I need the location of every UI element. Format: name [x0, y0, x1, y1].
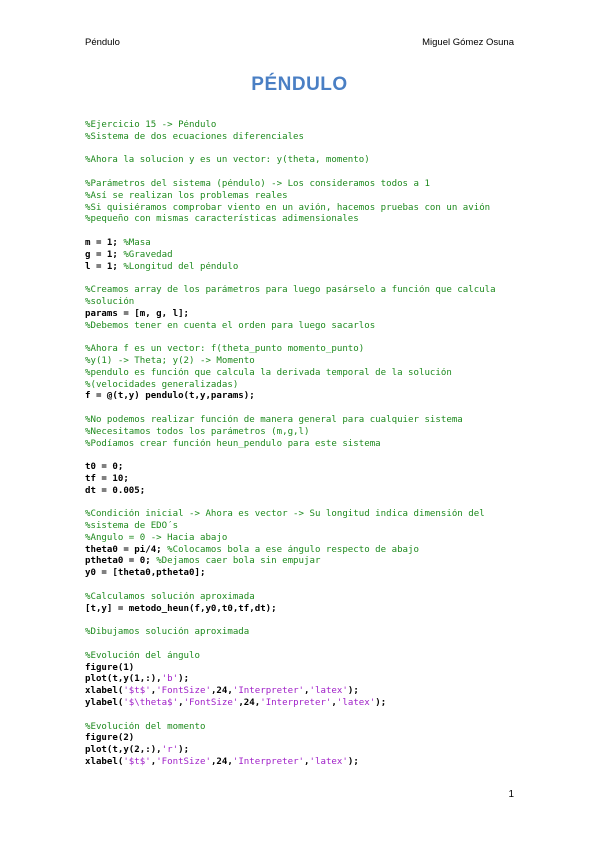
- code-statement: ylabel(: [85, 698, 124, 709]
- code-blank-line: [85, 144, 525, 156]
- code-statement: l = 1;: [85, 261, 124, 272]
- code-comment: %Ahora la solucion y es un vector: y(theta, momento): [85, 155, 370, 166]
- code-blank-line: [85, 639, 525, 651]
- code-line: [85, 203, 525, 215]
- code-line: [85, 439, 525, 451]
- code-line: [85, 745, 525, 757]
- code-line: [85, 698, 525, 710]
- code-line: [85, 321, 525, 333]
- code-statement: g = 1;: [85, 249, 124, 260]
- code-line: [85, 391, 525, 403]
- code-line: [85, 663, 525, 675]
- code-comment: %Evolución del momento: [85, 721, 206, 732]
- code-line: [85, 309, 525, 321]
- code-line: [85, 191, 525, 203]
- code-statement: theta0 = pi/4;: [85, 544, 168, 555]
- code-line: [85, 474, 525, 486]
- code-line: [85, 757, 525, 769]
- code-statement: ,: [150, 686, 157, 697]
- code-statement: plot(t,y(2,:),: [85, 745, 162, 756]
- code-statement: figure(1): [85, 662, 135, 673]
- code-line: [85, 533, 525, 545]
- code-blank-line: [85, 332, 525, 344]
- code-blank-line: [85, 498, 525, 510]
- code-line: [85, 179, 525, 191]
- code-statement: t0 = 0;: [85, 462, 124, 473]
- code-blank-line: [85, 450, 525, 462]
- code-string: '$\theta$': [123, 698, 179, 709]
- code-line: [85, 722, 525, 734]
- code-line: [85, 214, 525, 226]
- code-statement: xlabel(: [85, 757, 124, 768]
- code-comment: %Debemos tener en cuenta el orden para luego sacarlos: [85, 320, 376, 331]
- code-comment: %(velocidades generalizadas): [85, 379, 239, 390]
- header-left: Péndulo: [85, 37, 120, 48]
- code-string: 'Interpreter': [232, 686, 305, 697]
- code-comment: %y(1) -> Theta; y(2) -> Momento: [85, 355, 255, 366]
- code-statement: [t,y] = metodo_heun(f,y0,t0,tf,dt);: [85, 603, 277, 614]
- code-comment: %Parámetros del sistema (péndulo) -> Los consideramos todos a 1: [85, 178, 430, 189]
- code-statement: figure(2): [85, 733, 135, 744]
- code-comment: %Colocamos bola a ese ángulo respecto de abajo: [167, 544, 419, 555]
- code-line: [85, 356, 525, 368]
- code-line: [85, 686, 525, 698]
- code-statement: ptheta0 = 0;: [85, 556, 157, 567]
- code-string: '$t$': [123, 686, 151, 697]
- code-comment: %Ángulo = 0 -> Hacia abajo: [85, 532, 228, 543]
- page-number: 1: [508, 789, 514, 800]
- code-comment: %Podíamos crear función heun_pendulo para este sistema: [85, 438, 381, 449]
- page-title: PÉNDULO: [251, 74, 348, 95]
- code-string: 'Interpreter': [232, 757, 305, 768]
- code-blank-line: [85, 710, 525, 722]
- code-comment: %Longitud del péndulo: [123, 261, 239, 272]
- code-statement: params = [m, g, l];: [85, 308, 190, 319]
- code-line: [85, 509, 525, 521]
- code-line: [85, 250, 525, 262]
- code-statement: f = @(t,y) pendulo(t,y,params);: [85, 391, 255, 402]
- code-statement: plot(t,y(1,:),: [85, 674, 162, 685]
- code-statement: xlabel(: [85, 686, 124, 697]
- code-statement: ,24,: [210, 757, 233, 768]
- code-string: 'FontSize': [183, 698, 239, 709]
- code-string: 'latex': [309, 686, 348, 697]
- code-comment: %Ejercicio 15 -> Péndulo: [85, 120, 217, 130]
- code-line: [85, 427, 525, 439]
- code-line: [85, 462, 525, 474]
- code-string: 'latex': [309, 757, 348, 768]
- code-comment: %pendulo es función que calcula la derivada temporal de la solución: [85, 367, 452, 378]
- code-line: [85, 521, 525, 533]
- code-comment: %No podemos realizar función de manera general para cualquier sistema: [85, 414, 463, 425]
- code-comment: %sistema de EDO´s: [85, 521, 179, 532]
- code-blank-line: [85, 226, 525, 238]
- code-statement: );: [347, 757, 359, 768]
- code-line: [85, 285, 525, 297]
- code-comment: %Sistema de dos ecuaciones diferenciales: [85, 131, 304, 142]
- code-statement: );: [347, 686, 359, 697]
- code-line: [85, 568, 525, 580]
- code-string: 'FontSize': [156, 757, 211, 768]
- code-string: 'b': [161, 674, 179, 685]
- code-comment: %Evolución del ángulo: [85, 650, 200, 661]
- code-line: [85, 556, 525, 568]
- code-line: [85, 545, 525, 557]
- code-statement: ,: [178, 698, 184, 709]
- code-comment: %Condición inicial -> Ahora es vector -> Su longitud indica dimensión del: [85, 509, 485, 520]
- code-statement: dt = 0.005;: [85, 485, 146, 496]
- code-line: [85, 627, 525, 639]
- code-statement: );: [178, 745, 190, 756]
- code-blank-line: [85, 273, 525, 285]
- code-string: 'FontSize': [156, 686, 211, 697]
- code-statement: m = 1;: [85, 237, 124, 248]
- code-line: [85, 651, 525, 663]
- code-string: 'Interpreter': [260, 698, 332, 709]
- code-blank-line: [85, 580, 525, 592]
- code-line: [85, 120, 525, 132]
- code-statement: );: [375, 698, 387, 709]
- code-line: [85, 368, 525, 380]
- code-blank-line: [85, 167, 525, 179]
- code-line: [85, 415, 525, 427]
- code-comment: %Dejamos caer bola sin empujar: [156, 556, 321, 567]
- code-line: [85, 262, 525, 274]
- code-line: [85, 297, 525, 309]
- code-comment: %Necesitamos todos los parámetros (m,g,l): [85, 426, 310, 437]
- code-comment: %Calculamos solución aproximada: [85, 591, 255, 602]
- code-statement: ,: [304, 757, 310, 768]
- code-line: [85, 486, 525, 498]
- code-statement: ,24,: [238, 698, 261, 709]
- code-comment: %Gravedad: [123, 249, 173, 260]
- code-statement: tf = 10;: [85, 473, 129, 484]
- code-statement: ,: [304, 686, 310, 697]
- code-statement: ,24,: [210, 686, 233, 697]
- code-line: [85, 604, 525, 616]
- code-blank-line: [85, 403, 525, 415]
- code-comment: %Dibujamos solución aproximada: [85, 627, 250, 638]
- code-comment: %Si quisiéramos comprobar viento en un avión, hacemos pruebas con un avión: [85, 202, 491, 213]
- code-statement: ,: [150, 757, 157, 768]
- header-right: Miguel Gómez Osuna: [422, 37, 514, 48]
- code-line: [85, 238, 525, 250]
- code-comment: %pequeño con mismas características adimensionales: [85, 214, 359, 225]
- code-block: [85, 120, 525, 769]
- code-statement: );: [178, 674, 190, 685]
- code-comment: %Masa: [123, 237, 151, 248]
- code-line: [85, 132, 525, 144]
- code-line: [85, 674, 525, 686]
- code-blank-line: [85, 615, 525, 627]
- code-comment: %Creamos array de los parámetros para luego pasárselo a función que calcula: [85, 285, 496, 296]
- code-comment: %solución: [85, 296, 135, 307]
- code-line: [85, 592, 525, 604]
- code-statement: ,: [331, 698, 337, 709]
- code-comment: %Así se realizan los problemas reales: [85, 190, 288, 201]
- code-line: [85, 155, 525, 167]
- code-string: 'latex': [336, 698, 376, 709]
- code-line: [85, 344, 525, 356]
- code-comment: %Ahora f es un vector: f(theta_punto momento_punto): [85, 344, 365, 355]
- code-line: [85, 380, 525, 392]
- code-line: [85, 733, 525, 745]
- code-statement: y0 = [theta0,ptheta0];: [85, 568, 206, 579]
- code-string: 'r': [161, 745, 179, 756]
- code-string: '$t$': [123, 757, 151, 768]
